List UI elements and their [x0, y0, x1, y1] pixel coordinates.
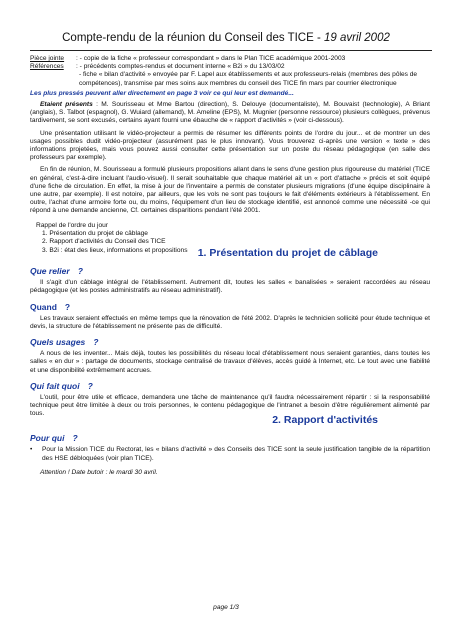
- deadline-note: Attention ! Date butoir : le mardi 30 avril.: [40, 468, 158, 476]
- meta-row: [30, 63, 430, 71]
- attendees-label: Etaient présents: [40, 101, 93, 109]
- section-heading-cabling: 1. Présentation du projet de câblage: [197, 247, 378, 260]
- subheading-text: Quels usages: [30, 337, 86, 348]
- page-number: page 1/3: [213, 604, 239, 611]
- bullet-mark: •: [30, 446, 33, 454]
- title-main: Compte-rendu de la réunion du Conseil des TICE: [62, 32, 314, 44]
- attendees-text: : M. Sourisseau et Mme Bartou (direction), S. Delouye (documentaliste), M. Bouvaist (technologie), A Briant (anglais), S. Talbot (espagnol), G. Wuiard (allemand), M. Ameline (EPS), M. Mugnier (personne ressource) plusieurs collègues, prévenus tardivement, se sont excusés, certains ayant fourni une ébauche de « rapport d'activités » (voir ci-dessous).: [30, 101, 430, 125]
- attendees-paragraph: [30, 101, 430, 126]
- meta-label: [30, 71, 76, 87]
- presentation-paragraph: Une présentation utilisant le vidéo-projecteur a permis de résumer les différents points de l'ordre du jour... et de montrer un des usages possibles dudit vidéo-projecteur (assurément pas le plus innovant). Vous trouverez ci-après une version « texte » des informations projetées, mais vous pouvez aussi consulter cette présentation sur un poste du réseau pédagogique (en salle des professeurs par exemple).: [30, 129, 430, 162]
- meta-label: Pièce jointe: [30, 55, 65, 62]
- meta-text: - fiche « bilan d'activité » envoyée par F. Lapel aux établissements et aux professeurs-relais (membres des pôles de compétences), transmise par mes soins aux membres du conseil des TICE fin mars par courrier électronique: [79, 71, 418, 87]
- title-divider: [30, 50, 432, 51]
- meta-value: [76, 71, 430, 87]
- highlight-note: Les plus pressés peuvent aller directement en page 3 voir ce qui leur est demandé...: [30, 89, 294, 97]
- agenda-item: 3. B2i : état des lieux, informations et propositions: [42, 246, 188, 254]
- meta-label: Références: [30, 63, 64, 71]
- bullet-text: Pour la Mission TICE du Rectorat, les « bilans d'activité » des Conseils des TICE sont la seule justification tangible de la répartition des HSE débloquées (voir plan TICE).: [42, 446, 430, 462]
- subheading-quels-usages: [30, 337, 430, 347]
- subheading-text: Que relier: [30, 266, 70, 277]
- agenda-title: Rappel de l'ordre du jour: [36, 221, 109, 229]
- title-date: 19 avril 2002: [324, 32, 390, 44]
- meta-value: [76, 55, 430, 63]
- references-table: [30, 55, 430, 88]
- paragraph-quels-usages: A nous de les inventer... Mais déjà, toutes les possibilités du réseau local d'établissement nous seraient garanties, dans toutes les salles « en dur » : partage de documents, stockage centralisé de travaux d'élèves, accès guidé à Internet, etc. Le tout avec une fiabilité et une disponibilité extrêmement accrues.: [30, 350, 430, 374]
- meta-row: [30, 55, 430, 63]
- subheading-text: Qui fait quoi: [30, 380, 80, 391]
- agenda-item: 1. Présentation du projet de câblage: [42, 230, 148, 238]
- subheading-question: ?: [87, 380, 93, 391]
- meta-text: - copie de la fiche « professeur correspondant » dans le Plan TICE académique 2001-2003: [79, 55, 346, 62]
- subheading-pour-qui: [30, 433, 430, 443]
- page-title: [0, 31, 452, 45]
- section-heading-rapport: 2. Rapport d'activités: [272, 414, 378, 427]
- meta-value: [76, 63, 430, 71]
- subheading-qui-fait-quoi: [30, 381, 430, 391]
- equipment-paragraph: En fin de réunion, M. Sourisseau a formulé plusieurs propositions allant dans le sens d'une gestion plus rigoureuse du matériel (TICE en général, c'est-à-dire incluant l'audio-visuel). Il serait souhaitable que chaque matériel ait un « port d'attache » précis et soit équipé d'une fiche de circulation. En effet, la mise à jour de l'inventaire a permis de constater plusieurs migrations (d'une équipe disciplinaire à une autre, par exemple). Il est notoire, par ailleurs, que les vols ne sont pas toujours le fait d'éléments extérieurs à l'établissement. En outre, l'achat d'une armoire forte ou, du moins, l'équipement d'un lieu de stockage identifié, est annoncé comme une nécessité -ce qui répond à une demande ancienne, Cf. certaines disparitions pendant l'été 2001.: [30, 166, 430, 215]
- title-separator: -: [313, 32, 325, 44]
- subheading-text: Quand: [30, 301, 57, 312]
- meta-text: - précédents comptes-rendus et document interne « B2i » du 13/03/02: [79, 63, 285, 71]
- paragraph-qui-fait-quoi: L'outil, pour être utile et efficace, demandera une tâche de maintenance qu'il faudra nécessairement répartir : si la responsabilité technique peut être limitée à deux ou trois personnes, le contenu pédagogique de l'intranet a besoin d'être régulièrement alimenté par tous.: [30, 393, 430, 418]
- paragraph-que-relier: Il s'agit d'un câblage intégral de l'établissement. Autrement dit, toutes les salles « banalisées » seraient raccordées au réseau pédagogique (et les postes administratifs au réseau administratif).: [30, 279, 430, 295]
- subheading-question: ?: [64, 301, 71, 312]
- subheading-question: ?: [77, 266, 83, 277]
- subheading-text: Pour qui: [30, 433, 65, 444]
- bullet-item: [30, 446, 430, 462]
- agenda-item: 2. Rapport d'activités du Conseil des TICE: [42, 238, 166, 246]
- document-body: [30, 55, 430, 477]
- subheading-question: ?: [72, 433, 78, 444]
- meta-row: [30, 71, 430, 87]
- subheading-quand: [30, 302, 430, 312]
- subheading-que-relier: [30, 266, 430, 276]
- subheading-question: ?: [93, 337, 99, 348]
- meta-separator: :: [76, 55, 80, 62]
- meta-separator: :: [76, 63, 80, 71]
- paragraph-quand: Les travaux seraient effectués en même temps que la rénovation de l'été 2002. D'après le technicien sollicité pour étude technique et devis, la structure de l'établissement ne présente pas de difficulté.: [30, 314, 430, 330]
